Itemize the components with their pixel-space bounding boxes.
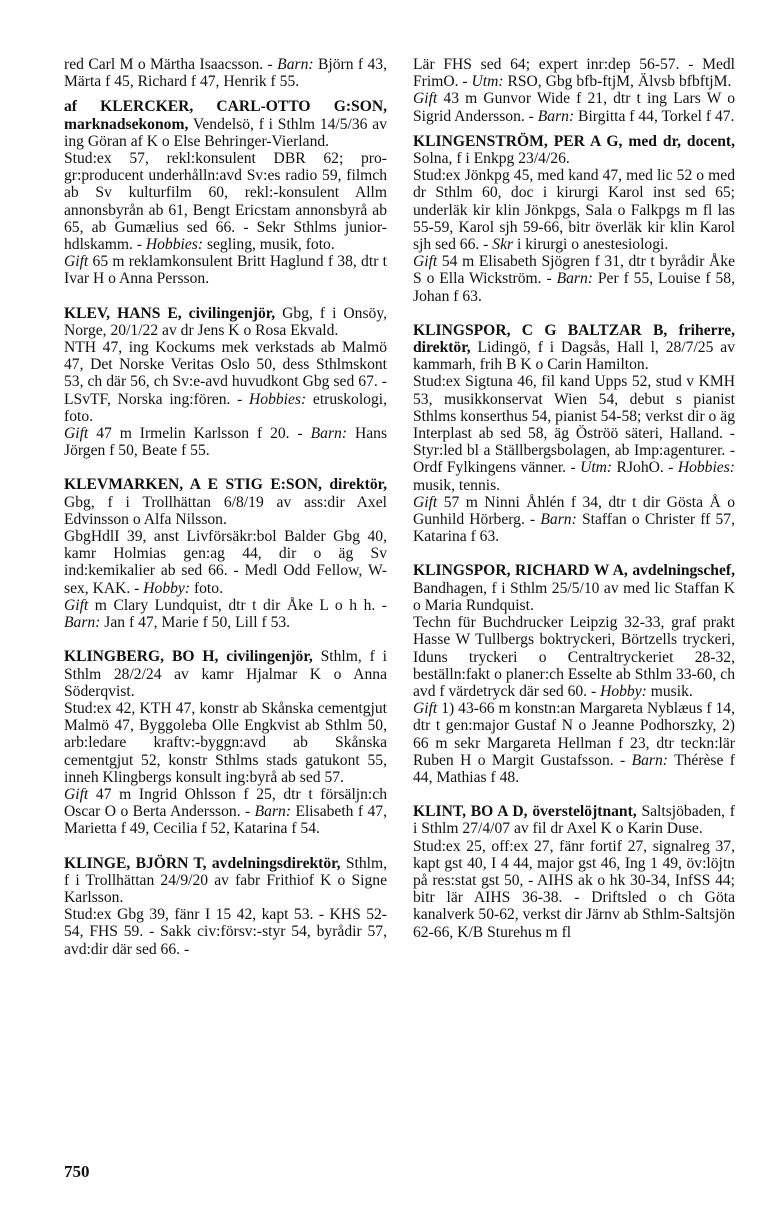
marriage-text	[64, 425, 387, 459]
married-text: 54 m Elisabeth Sjögren f 31, dtr t byrådir Åke S o Ella Wickström. -	[413, 253, 735, 288]
birth-info: Gbg, f i Trollhättan 6/8/19 av ass:dir Axel Edvinsson o Alfa Nilsson.	[64, 493, 387, 528]
children-text: Per f 55, Louise f 58, Johan f 63.	[413, 270, 735, 305]
children-text: Birgitta f 44, Torkel f 47.	[574, 107, 735, 125]
married-label: Gift	[413, 493, 438, 511]
birth-info: Bandhagen, f i Sthlm 25/5/10 av med lic Staffan K o Maria Rundquist.	[413, 579, 735, 614]
biography-entry	[64, 98, 387, 287]
children-text: Jan f 47, Marie f 50, Lill f 53.	[100, 614, 291, 632]
person-name: KLINGBERG, BO H,	[64, 648, 219, 666]
person-title: avdelningschef,	[627, 562, 735, 580]
honors-text: RSO, Gbg bfb-ftjM, Älvsb bfbftjM.	[503, 73, 732, 91]
married-text: 57 m Ninni Åhlén f 34, dtr t dir Gösta Å o Gunhild Hörberg. -	[413, 493, 735, 529]
biography-entry	[413, 562, 735, 786]
biography-entry	[64, 648, 387, 837]
person-name: af KLERCKER, CARL-OTTO G:SON,	[64, 98, 387, 116]
married-label: Gift	[64, 425, 89, 443]
children-text: Elisabeth f 47, Marietta f 49, Cecilia f 52, Katarina f 54.	[64, 803, 387, 838]
marriage-text	[413, 253, 735, 305]
marriage-text	[64, 597, 387, 631]
children-label: Barn:	[631, 751, 668, 769]
birth-info: Sthlm, f i Sthlm 28/2/24 av kamr Hjalmar K o Anna Söderqvist.	[64, 648, 388, 700]
person-title: med dr, docent,	[622, 132, 736, 150]
birth-info: Solna, f i Enkpg 23/4/26.	[413, 150, 570, 168]
career-text	[413, 373, 735, 493]
birth-info: Saltsjöbaden, f i Sthlm 27/4/07 av fil dr Axel K o Karin Duse.	[413, 803, 736, 838]
married-label: Gift	[64, 785, 89, 803]
children-text: Staffan o Christer ff 57, Katarina f 63.	[413, 511, 736, 546]
writings-label: Skr	[492, 236, 514, 254]
career-text	[413, 56, 735, 90]
person-title: friherre, direktör,	[413, 321, 735, 357]
hobbies-label: Hobbies:	[677, 459, 735, 477]
writings-text: i kirurgi o anestesiologi.	[513, 236, 669, 254]
left-column	[64, 56, 387, 975]
married-text: m Clary Lundquist, dtr t dir Åke L o h h. -	[88, 596, 387, 614]
married-label: Gift	[64, 253, 89, 271]
career-details: Stud:ex 42, KTH 47, konstr ab Skånska cementgjut Malmö 47, Byggoleba Olle Engkvist ab Sthlm 50, arb:ledare kraftv:-byggn:avd ab Skånska cementgjut 52, konstr Sthlms stads gatukont 55, inneh Klingbergs konsult ing:byrå ab sed 57.	[64, 699, 387, 786]
children-label: Barn:	[254, 803, 292, 821]
career-details: Stud:ex 25, off:ex 27, fänr fortif 27, signalreg 37, kapt gst 40, I 4 44, major gst 46, Ing 1 49, öv:löjtn på res:stat gst 50, - AIHS ak o hk 30-34, InfSS 44; bitr lär AIHS 36-38. - Driftsled o ch Göta kanalverk 50-62, verkst dir Järnv ab Sthlm-Saltsjön 62-66, K/B Sturehus m fl	[413, 837, 735, 941]
person-title: direktör,	[321, 476, 388, 494]
married-label: Gift	[413, 90, 438, 108]
biography-entry	[64, 855, 387, 958]
hobbies-text: musik, tennis.	[413, 476, 501, 494]
career-text	[413, 838, 735, 941]
entry-header	[413, 133, 735, 167]
hobby-label: Hobby:	[600, 682, 647, 700]
biography-entry	[413, 133, 735, 305]
person-title: marknadsekonom,	[64, 115, 189, 133]
married-text: 47 m Ingrid Ohlsson f 25, dtr t försäljn:ch Oscar O o Berta Andersson. -	[64, 785, 387, 821]
birth-info: Gbg, f i Onsöy, Norge, 20/1/22 av dr Jens K o Rosa Ekvald.	[64, 304, 387, 339]
children-text: Hans Jörgen f 50, Beate f 55.	[64, 425, 388, 460]
career-details: Stud:ex Gbg 39, fänr I 15 42, kapt 53. - KHS 52-54, FHS 59. - Sakk civ:försv:-styr 54, byrådir 57, avd:dir där sed 66. -	[64, 906, 387, 958]
honors-label: Utm:	[471, 73, 504, 91]
career-details: NTH 47, ing Kockums mek verkstads ab Malmö 47, Det Norske Veritas Oslo 50, dess Sthlmskont 53, ch där 56, ch Sv:e-avd huvudkont Gbg sed 67. - LSvTF, Norska ing:fören. -	[64, 339, 387, 408]
children-label: Barn:	[556, 270, 593, 288]
biography-entry	[413, 322, 735, 546]
hobbies-text: etruskologi, foto.	[64, 390, 387, 425]
career-details: Stud:ex 57, rekl:konsulent DBR 62; pro-gr:producent underhålln:avd Sv:es radio 59, filmch ab Sv kulturfilm 60, rekl:-konsulent Allm annonsbyrån ab 61, Bengt Ericstam annonsbyrå ab 65, ab Gumælius sed 66. - Sekr Sthlms junior-hdlskamm. -	[64, 150, 387, 254]
children-text: Björn f 43, Märta f 45, Richard f 47, Henrik f 55.	[64, 56, 387, 91]
career-text	[64, 150, 387, 253]
entry-header	[413, 322, 735, 374]
career-details: Lär FHS sed 64; expert inr:dep 56-57. - Medl FrimO. -	[413, 56, 735, 91]
children-label: Barn:	[540, 511, 577, 529]
person-name: KLEVMARKEN, A E STIG E:SON,	[64, 476, 322, 494]
marriage-text	[64, 786, 387, 838]
entry-text	[64, 56, 387, 90]
family-text: red Carl M o Märtha Isaacsson. -	[64, 56, 278, 73]
entry-header	[413, 803, 735, 837]
person-name: KLINGENSTRÖM, PER A G,	[413, 132, 623, 150]
career-text	[64, 339, 387, 425]
person-title: civilingenjör,	[181, 304, 276, 322]
person-title: överstelöjtnant,	[527, 803, 637, 821]
entry-header	[413, 562, 735, 614]
biography-entry	[413, 803, 735, 941]
career-details: Stud:ex Jönkpg 45, med kand 47, med lic 52 o med dr Sthlm 60, doc i kirurgi Karol inst sed 65; underläk kir klin Jönkpgs, Sala o Falkpgs m fl las 55-59, Karol sjh 59-66, bitr överläk kir klin Karol sjh sed 66. -	[413, 167, 735, 254]
career-text	[64, 528, 387, 597]
right-column	[413, 56, 735, 958]
children-label: Barn:	[277, 56, 314, 73]
person-name: KLEV, HANS E,	[64, 304, 182, 322]
person-title: avdelningsdirektör,	[206, 854, 341, 872]
children-text: Thérèse f 44, Mathias f 48.	[413, 751, 735, 786]
person-name: KLINGSPOR, RICHARD W A,	[413, 562, 628, 580]
entry-header	[64, 305, 387, 339]
marriage-text	[413, 494, 735, 546]
marriage-text	[64, 253, 387, 287]
entry-header	[64, 476, 387, 528]
hobbies-text: segling, musik, foto.	[203, 236, 335, 254]
married-label: Gift	[64, 596, 89, 614]
career-details: Techn für Buchdrucker Leipzig 32-33, graf prakt Hasse W Tullbergs boktryckeri, Börtzells tryckeri, Iduns tryckeri o Centraltryckeriet 28-32, beställn:fakt o planer:ch Esselte ab Sthlm 33-60, ch avd f värdetryck där sed 60. -	[413, 614, 735, 700]
hobby-label: Hobby:	[143, 579, 191, 597]
career-text	[64, 906, 387, 958]
career-text	[413, 614, 735, 700]
hobby-text: foto.	[190, 579, 223, 597]
birth-info: Lidingö, f i Dagsås, Hall l, 28/7/25 av kammarh, frih B K o Carin Hamilton.	[413, 339, 735, 374]
person-title: civilingenjör,	[218, 648, 313, 666]
continued-entry	[64, 56, 387, 90]
children-label: Barn:	[64, 614, 101, 632]
marriage-text	[413, 700, 735, 786]
career-details: GbgHdlI 39, anst Livförsäkr:bol Balder Gbg 40, kamr Holmias gen:ag 44, dir o äg Sv ind:kemikalier ab sed 66. - Medl Odd Fellow, W-sex, KAK. -	[64, 528, 387, 597]
honors-label: Utm:	[580, 459, 613, 477]
person-name: KLINGSPOR, C G BALTZAR B,	[413, 321, 668, 339]
career-text	[413, 167, 735, 253]
page-number: 750	[64, 1162, 90, 1181]
birth-info: Vendelsö, f i Sthlm 14/5/36 av ing Göran af K o Else Behringer-Vierland.	[64, 115, 387, 150]
continued-entry	[413, 56, 735, 125]
person-name: KLINGE, BJÖRN T,	[64, 854, 207, 872]
married-text: 47 m Irmelin Karlsson f 20. -	[88, 425, 311, 443]
married-text: 1) 43-66 m konstn:an Margareta Nyblæus f 14, dtr t gen:major Gustaf N o Jeanne Podhorszky, 2) 66 m sekr Margareta Hellman f 23, dtr teckn:lär Ruben H o Margit Gustafsson. -	[413, 700, 735, 769]
birth-info: Sthlm, f i Trollhättan 24/9/20 av fabr Frithiof K o Signe Karlsson.	[64, 854, 387, 906]
entry-header	[64, 98, 387, 150]
children-label: Barn:	[310, 425, 348, 443]
entry-header	[64, 855, 387, 907]
married-label: Gift	[413, 253, 438, 271]
hobbies-label: Hobbies:	[249, 390, 307, 408]
hobbies-label: Hobbies:	[145, 236, 204, 254]
biography-entry	[64, 305, 387, 460]
marriage-text	[413, 90, 735, 124]
married-label: Gift	[413, 700, 438, 718]
married-text: 43 m Gunvor Wide f 21, dtr t ing Lars W o Sigrid Andersson. -	[413, 90, 735, 125]
married-text: 65 m reklamkonsulent Britt Haglund f 38, dtr t Ivar H o Anna Persson.	[64, 253, 387, 288]
person-name: KLINT, BO A D,	[413, 803, 528, 821]
entry-header	[64, 648, 387, 700]
career-text	[64, 700, 387, 786]
children-label: Barn:	[537, 107, 575, 125]
career-details: Stud:ex Sigtuna 46, fil kand Upps 52, stud v KMH 53, musikkonservat Wien 54, debut s pianist Sthlms konserthus 54, pianist 54-58; verkst dir o äg Interplast ab sed 58, äg Öströö säteri, Halland. - Styr:led bl a Ställbergsbolagen, ab Imp:agenturer. - Ordf Fylkingens vänner. -	[413, 373, 735, 477]
biography-entry	[64, 476, 387, 631]
honors-text: RJohO. -	[612, 459, 678, 477]
hobby-text: musik.	[646, 682, 693, 700]
